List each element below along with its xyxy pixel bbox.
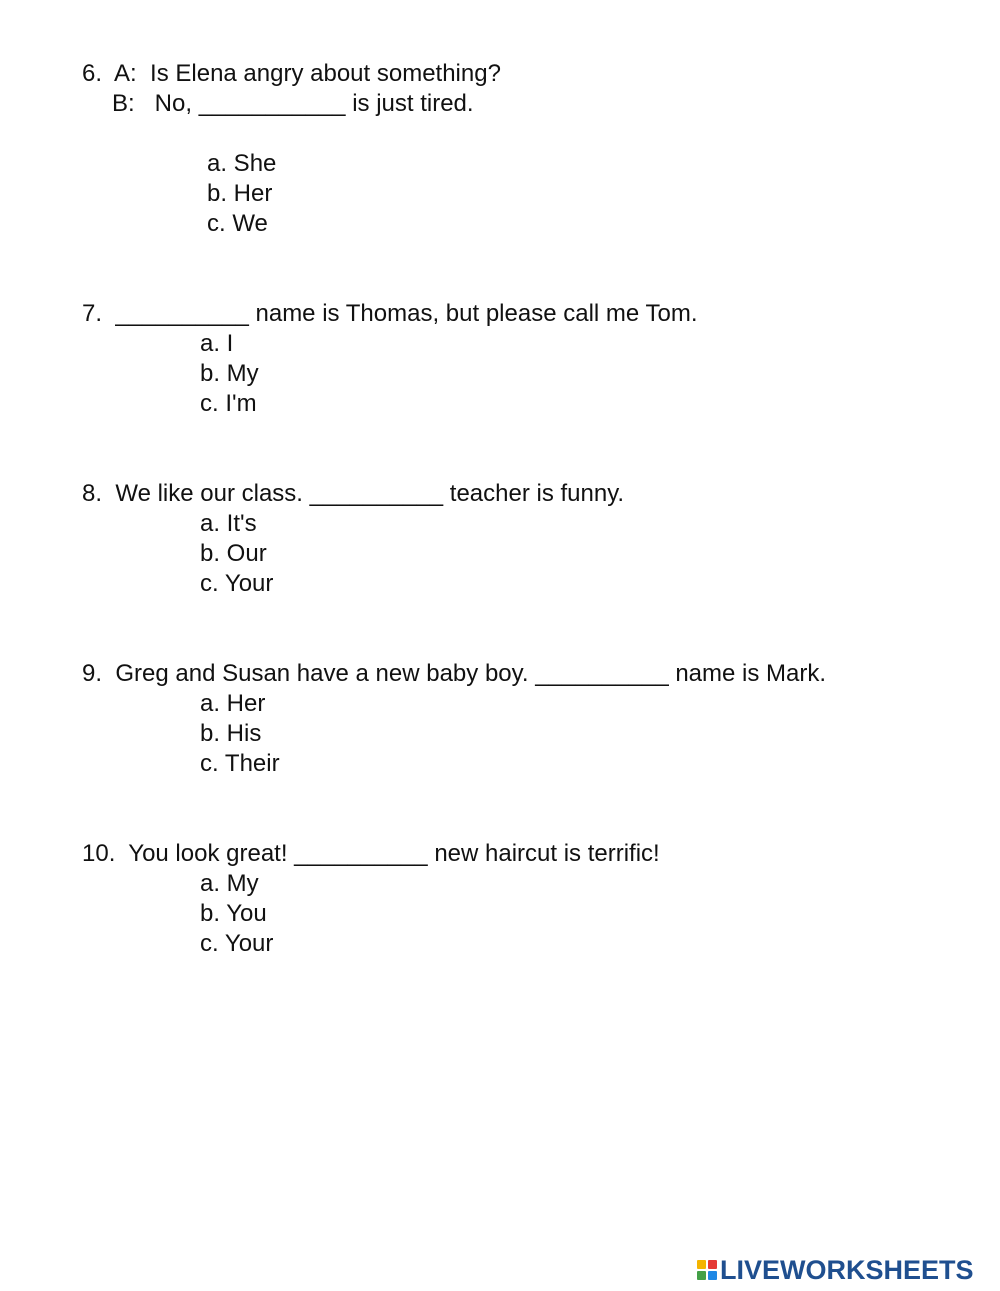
question-7-option-a: a. I [200,330,234,357]
question-10-option-c: c. Your [200,930,274,957]
question-8-option-b: b. Our [200,540,267,567]
liveworksheets-logo[interactable] [697,1255,974,1285]
question-9-option-b: b. His [200,720,262,747]
question-8-text: 8. We like our class. __________ teacher is funny. [82,480,625,507]
question-10-text: 10. You look great! __________ new haircut is terrific! [82,840,660,867]
question-6-option-b: b. Her [207,180,273,207]
logo-blocks-icon [697,1260,717,1280]
question-6-line-a: 6. A: Is Elena angry about something? [82,60,501,87]
question-10-option-b: b. You [200,900,267,927]
question-7-text: 7. __________ name is Thomas, but please call me Tom. [82,300,698,327]
question-6-option-a: a. She [207,150,277,177]
question-8-option-c: c. Your [200,570,274,597]
question-9-option-a: a. Her [200,690,266,717]
question-9-option-c: c. Their [200,750,280,777]
question-10-option-a: a. My [200,870,259,897]
question-7-option-b: b. My [200,360,259,387]
logo-block-red [708,1260,717,1269]
question-6-line-b: B: No, ___________ is just tired. [112,90,474,117]
question-6-option-c: c. We [207,210,268,237]
question-9-text: 9. Greg and Susan have a new baby boy. __________ name is Mark. [82,660,827,687]
logo-block-green [697,1271,706,1280]
question-8-option-a: a. It's [200,510,257,537]
logo-block-blue [708,1271,717,1280]
logo-text: LIVEWORKSHEETS [720,1255,974,1285]
logo-block-yellow [697,1260,706,1269]
question-7-option-c: c. I'm [200,390,257,417]
